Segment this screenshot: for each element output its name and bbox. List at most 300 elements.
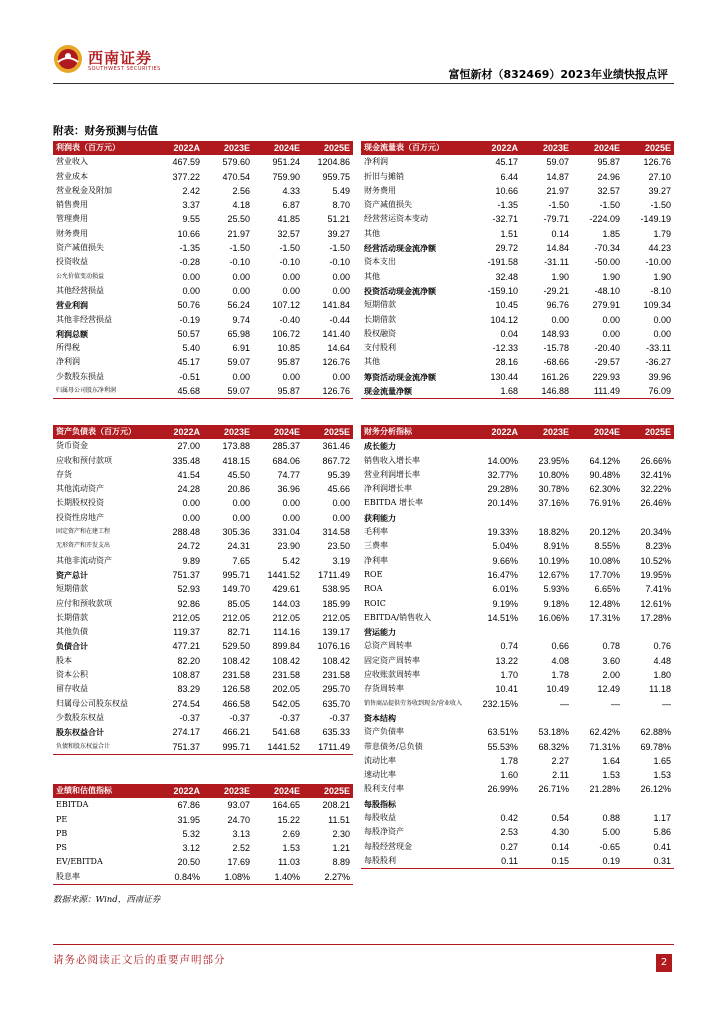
table-title-cell: 资产负债表（百万元） — [53, 425, 153, 439]
value-cell: 951.24 — [272, 157, 300, 168]
value-cell: — — [560, 698, 569, 709]
table-row — [361, 298, 674, 312]
column-header-cell: 2024E — [253, 784, 303, 798]
value-cell: 148.93 — [541, 328, 569, 339]
value-cell: 305.36 — [222, 527, 250, 538]
value-cell: 20.12% — [589, 527, 620, 538]
value-cell: 9.66% — [492, 555, 518, 566]
table-row — [361, 454, 674, 468]
value-cell: 288.48 — [172, 527, 200, 538]
value-cell: 5.04% — [492, 541, 518, 552]
row-label-cell: ROIC — [364, 598, 386, 608]
value-cell: 5.00 — [602, 827, 620, 838]
value-cell: 899.84 — [272, 641, 300, 652]
table-row — [361, 754, 674, 768]
report-title: 富恒新材（832469）2023年业绩快报点评 — [448, 68, 668, 81]
value-cell: 470.54 — [222, 171, 250, 182]
value-cell: 335.48 — [172, 455, 200, 466]
table-header-row — [53, 141, 353, 155]
value-cell: 0.00 — [182, 512, 200, 523]
table-row — [361, 170, 674, 184]
value-cell: -1.50 — [650, 200, 671, 211]
value-cell: 85.05 — [227, 598, 250, 609]
value-cell: 126.76 — [643, 157, 671, 168]
row-label-cell: 营业利润增长率 — [364, 469, 420, 479]
value-cell: 126.76 — [303, 384, 353, 399]
table-row — [53, 384, 353, 399]
value-cell: 229.93 — [592, 371, 620, 382]
table-row — [53, 855, 353, 869]
value-cell: 24.28 — [177, 484, 200, 495]
section-title: 附表：财务预测与估值 — [53, 125, 158, 137]
column-header-cell: 2023E — [203, 425, 253, 439]
row-label-cell: 销售商品提供劳务收到现金/营业收入 — [364, 699, 463, 707]
value-cell: 62.88% — [640, 727, 671, 738]
table-row — [53, 525, 353, 539]
value-cell: 1.78 — [551, 670, 569, 681]
row-label-cell: 财务费用 — [56, 228, 88, 238]
table-row — [361, 568, 674, 582]
value-cell: 9.74 — [232, 314, 250, 325]
table-row — [361, 198, 674, 212]
row-label-cell: 毛利率 — [364, 527, 388, 537]
value-cell: 14.51% — [487, 612, 518, 623]
value-cell: 30.78% — [538, 484, 569, 495]
value-cell: 59.07 — [546, 157, 569, 168]
value-cell: 0.88 — [602, 813, 620, 824]
table-row — [361, 840, 674, 854]
row-label-cell: 每股收益 — [364, 813, 396, 823]
table-row — [361, 525, 674, 539]
value-cell: 141.40 — [322, 328, 350, 339]
table-row — [361, 384, 674, 399]
column-header-cell: 2023E — [521, 425, 572, 439]
row-label-cell: 固定资产周转率 — [364, 655, 420, 665]
value-cell: 0.66 — [551, 641, 569, 652]
row-label-cell: 三费率 — [364, 541, 388, 551]
column-header-cell: 2022A — [153, 784, 203, 798]
value-cell: 6.91 — [232, 343, 250, 354]
value-cell: 37.16% — [538, 498, 569, 509]
value-cell: 0.54 — [551, 813, 569, 824]
value-cell: -15.78 — [543, 343, 569, 354]
value-cell: 149.70 — [222, 584, 250, 595]
value-cell: 16.06% — [538, 612, 569, 623]
row-label-cell: 其他流动资产 — [56, 484, 104, 494]
value-cell — [470, 797, 521, 811]
value-cell: 21.97 — [546, 185, 569, 196]
row-label-cell: 净利润增长率 — [364, 484, 412, 494]
value-cell — [470, 511, 521, 525]
value-cell: 2.52 — [232, 843, 250, 854]
value-cell: 1.80 — [653, 670, 671, 681]
value-cell: 130.44 — [490, 371, 518, 382]
table-row — [53, 554, 353, 568]
row-label-cell: 资本支出 — [364, 257, 396, 267]
value-cell: 8.70 — [332, 200, 350, 211]
table-row — [53, 654, 353, 668]
value-cell: 2.56 — [232, 185, 250, 196]
value-cell: 0.00 — [232, 271, 250, 282]
table-row — [53, 454, 353, 468]
value-cell: 32.41% — [640, 469, 671, 480]
logo-text: 西南证券 — [88, 49, 153, 67]
value-cell: 62.42% — [589, 727, 620, 738]
value-cell: 529.50 — [222, 641, 250, 652]
value-cell: 1204.86 — [317, 157, 350, 168]
value-cell: 202.05 — [272, 684, 300, 695]
value-cell: 108.42 — [322, 655, 350, 666]
row-label-cell: 净利润 — [56, 357, 80, 367]
table-row — [361, 711, 674, 725]
table-row — [361, 611, 674, 625]
value-cell: 10.52% — [640, 555, 671, 566]
row-label-cell: 股权融资 — [364, 328, 396, 338]
cashflow-statement-table — [361, 141, 674, 399]
value-cell: 23.90 — [277, 541, 300, 552]
table-row — [53, 184, 353, 198]
table-row — [361, 270, 674, 284]
value-cell — [623, 797, 674, 811]
value-cell: 0.00 — [232, 371, 250, 382]
value-cell: -1.50 — [548, 200, 569, 211]
value-cell: 23.50 — [327, 541, 350, 552]
table-row — [361, 725, 674, 739]
column-header-cell: 2025E — [623, 425, 674, 439]
value-cell: 14.64 — [327, 343, 350, 354]
value-cell — [521, 797, 572, 811]
value-cell: 45.68 — [153, 384, 203, 399]
value-cell: 1.65 — [653, 755, 671, 766]
value-cell: 2.42 — [182, 185, 200, 196]
value-cell: 0.00 — [332, 285, 350, 296]
row-label-cell: 资产负债率 — [364, 727, 404, 737]
value-cell: 0.00 — [232, 498, 250, 509]
value-cell: 1441.52 — [267, 569, 300, 580]
value-cell: 95.87 — [597, 157, 620, 168]
value-cell: 477.21 — [172, 641, 200, 652]
value-cell: 579.60 — [222, 157, 250, 168]
table-row — [361, 370, 674, 384]
value-cell: 41.54 — [177, 469, 200, 480]
column-header-cell: 2024E — [572, 425, 623, 439]
table-row — [361, 825, 674, 839]
value-cell: 0.00 — [332, 498, 350, 509]
value-cell: 466.21 — [222, 727, 250, 738]
value-cell: 119.37 — [173, 627, 200, 638]
value-cell: 26.71% — [538, 784, 569, 795]
table-row — [361, 212, 674, 226]
table-row — [53, 212, 353, 226]
value-cell: 0.78 — [602, 641, 620, 652]
value-cell: 759.90 — [272, 171, 300, 182]
column-header-cell: 2023E — [203, 141, 253, 155]
value-cell: 1076.16 — [317, 641, 350, 652]
value-cell: -1.50 — [599, 200, 620, 211]
value-cell: 126.58 — [222, 684, 250, 695]
value-cell: 146.88 — [521, 384, 572, 399]
value-cell — [572, 511, 623, 525]
value-cell: -0.10 — [279, 257, 300, 268]
row-label-cell: 负债和股东权益合计 — [53, 740, 153, 755]
table-row — [53, 370, 353, 384]
value-cell: 0.00 — [182, 285, 200, 296]
value-cell: -50.00 — [594, 257, 620, 268]
column-header-cell: 2022A — [153, 141, 203, 155]
row-label-cell: 投资活动现金流净额 — [364, 285, 436, 296]
value-cell: 20.34% — [640, 527, 671, 538]
data-source-note: 数据来源：Wind，西南证券 — [53, 895, 161, 905]
value-cell: 59.07 — [227, 357, 250, 368]
value-cell: -31.11 — [544, 257, 569, 268]
row-label-cell: 支付股利 — [364, 343, 396, 353]
row-label-cell: PS — [56, 843, 67, 853]
value-cell: 24.31 — [227, 541, 250, 552]
value-cell: 15.22 — [277, 814, 300, 825]
value-cell: 2.53 — [500, 827, 518, 838]
value-cell: -0.37 — [179, 712, 200, 723]
value-cell: 1.79 — [653, 228, 671, 239]
column-header-cell: 2023E — [203, 784, 253, 798]
value-cell: 2.27% — [303, 870, 353, 885]
logo-subtitle: SOUTHWEST SECURITIES — [88, 66, 161, 72]
value-cell: 867.72 — [322, 455, 350, 466]
value-cell: 361.46 — [322, 441, 350, 452]
value-cell: 23.95% — [538, 455, 569, 466]
table-row — [53, 198, 353, 212]
value-cell: 4.30 — [551, 827, 569, 838]
value-cell: 11.51 — [328, 814, 350, 825]
row-label-cell: 长期借款 — [364, 314, 396, 324]
row-label-cell: 每股经营现金 — [364, 841, 412, 851]
value-cell: 45.17 — [177, 357, 200, 368]
value-cell: 0.00 — [653, 328, 671, 339]
value-cell: 635.33 — [322, 727, 350, 738]
value-cell: 21.28% — [589, 784, 620, 795]
table-row — [53, 697, 353, 711]
value-cell: 1.53 — [602, 770, 620, 781]
value-cell: 95.39 — [327, 469, 350, 480]
row-label-cell: EBITDA/销售收入 — [364, 612, 432, 622]
table-row — [361, 496, 674, 510]
table-row — [53, 284, 353, 298]
table-row — [361, 355, 674, 369]
value-cell: -191.58 — [487, 257, 518, 268]
row-label-cell: 净利润 — [364, 157, 388, 167]
table-row — [361, 625, 674, 639]
row-label-cell: 其他负债 — [56, 627, 88, 637]
row-label-cell: 筹资活动现金流净额 — [364, 371, 436, 382]
value-cell: 1711.49 — [303, 740, 353, 755]
value-cell: 10.41 — [495, 684, 518, 695]
row-label-cell: 资本公积 — [56, 670, 88, 680]
row-label-cell: 固定资产和在建工程 — [56, 528, 111, 536]
value-cell: 164.65 — [272, 800, 300, 811]
balance-sheet-table — [53, 425, 353, 755]
value-cell: 104.12 — [490, 314, 518, 325]
value-cell: 0.15 — [521, 854, 572, 869]
value-cell: 39.27 — [327, 228, 350, 239]
value-cell: 995.71 — [222, 569, 250, 580]
value-cell: 32.22% — [640, 484, 671, 495]
row-label-cell: EBITDA 增长率 — [364, 498, 423, 508]
value-cell — [572, 625, 623, 639]
value-cell: -8.10 — [650, 285, 671, 296]
row-label-cell: 其他非经营损益 — [56, 314, 112, 324]
row-label-cell: 销售费用 — [56, 200, 88, 210]
table-row — [53, 725, 353, 739]
value-cell: 39.96 — [648, 371, 671, 382]
table-row — [361, 582, 674, 596]
table-row — [53, 298, 353, 312]
table-row — [361, 797, 674, 811]
value-cell: 9.55 — [182, 214, 200, 225]
value-cell: 29.72 — [495, 243, 518, 254]
table-row — [361, 184, 674, 198]
value-cell: 12.67% — [538, 569, 569, 580]
value-cell: 1.17 — [653, 813, 671, 824]
table-row — [361, 439, 674, 453]
value-cell: 1711.49 — [318, 569, 350, 580]
table-row — [361, 313, 674, 327]
row-label-cell: 其他 — [364, 357, 380, 367]
value-cell: 10.80% — [538, 469, 569, 480]
value-cell: -0.10 — [229, 257, 250, 268]
value-cell: 12.61% — [640, 598, 671, 609]
column-header-cell: 2025E — [303, 425, 353, 439]
row-label-cell: 少数股东损益 — [56, 371, 104, 381]
value-cell: -0.51 — [179, 371, 200, 382]
value-cell: 0.74 — [500, 641, 518, 652]
value-cell: -1.50 — [279, 243, 300, 254]
row-label-cell: 成长能力 — [364, 441, 396, 452]
value-cell: 0.00 — [282, 512, 300, 523]
row-label-cell: 资产减值损失 — [56, 243, 104, 253]
row-label-cell: 营业收入 — [56, 157, 88, 167]
value-cell — [521, 711, 572, 725]
table-row — [53, 355, 353, 369]
table-row — [53, 327, 353, 341]
table-header-row — [361, 425, 674, 439]
value-cell: -0.19 — [179, 314, 200, 325]
value-cell: 9.19% — [492, 598, 518, 609]
row-label-cell: 所得税 — [56, 343, 80, 353]
value-cell: 114.16 — [273, 627, 300, 638]
row-label-cell: 少数股东权益 — [56, 712, 104, 722]
column-header-cell: 2025E — [303, 784, 353, 798]
value-cell: 0.00 — [182, 498, 200, 509]
value-cell: 10.19% — [538, 555, 569, 566]
value-cell: 212.05 — [322, 612, 350, 623]
value-cell: 7.65 — [232, 555, 250, 566]
value-cell: 82.71 — [227, 627, 250, 638]
row-label-cell: 归属母公司股东权益 — [56, 698, 128, 708]
value-cell: 8.91% — [543, 541, 569, 552]
value-cell: 3.19 — [332, 555, 350, 566]
value-cell: 10.66 — [177, 228, 200, 239]
value-cell: 12.49 — [597, 684, 620, 695]
value-cell: 8.89 — [332, 857, 350, 868]
table-row — [53, 468, 353, 482]
value-cell: 0.00 — [653, 314, 671, 325]
value-cell: 3.60 — [602, 655, 620, 666]
value-cell: 50.57 — [177, 328, 200, 339]
row-label-cell: 净利率 — [364, 555, 388, 565]
value-cell: 4.18 — [232, 200, 250, 211]
value-cell: -0.40 — [279, 314, 300, 325]
value-cell: 65.98 — [227, 328, 250, 339]
row-label-cell: 带息债务/总负债 — [364, 741, 423, 751]
value-cell: 542.05 — [272, 698, 300, 709]
value-cell: 32.77% — [487, 469, 518, 480]
value-cell: 93.07 — [227, 800, 250, 811]
value-cell: 1.53 — [282, 843, 300, 854]
value-cell: 0.00 — [282, 371, 300, 382]
row-label-cell: 资本结构 — [364, 712, 396, 723]
value-cell: 377.22 — [172, 171, 200, 182]
table-row — [53, 740, 353, 755]
footer-divider — [53, 944, 674, 945]
table-row — [361, 155, 674, 169]
row-label-cell: EBITDA — [56, 800, 89, 810]
table-row — [53, 241, 353, 255]
value-cell: 68.32% — [538, 741, 569, 752]
table-row — [53, 255, 353, 269]
table-title-cell: 利润表（百万元） — [53, 141, 153, 155]
value-cell: 17.31% — [589, 612, 620, 623]
value-cell — [623, 439, 674, 453]
value-cell: 71.31% — [589, 741, 620, 752]
value-cell: -0.65 — [599, 841, 620, 852]
row-label-cell: 股本 — [56, 655, 72, 665]
value-cell: -0.37 — [229, 712, 250, 723]
value-cell: 32.57 — [277, 228, 300, 239]
value-cell: 5.40 — [182, 343, 200, 354]
value-cell — [521, 439, 572, 453]
column-header-cell: 2022A — [153, 425, 203, 439]
value-cell: 52.93 — [177, 584, 200, 595]
value-cell: 231.58 — [222, 670, 250, 681]
value-cell: 55.53% — [487, 741, 518, 752]
row-label-cell: 管理费用 — [56, 214, 88, 224]
table-row — [361, 782, 674, 796]
row-label-cell: 利润总额 — [56, 328, 88, 339]
value-cell: 27.00 — [177, 441, 200, 452]
table-row — [361, 768, 674, 782]
value-cell: 45.50 — [227, 469, 250, 480]
row-label-cell: 总资产周转率 — [364, 641, 412, 651]
row-label-cell: 营业利润 — [56, 300, 88, 311]
row-label-cell: 经营活动现金流净额 — [364, 243, 436, 254]
valuation-table — [53, 784, 353, 885]
value-cell: 106.72 — [272, 328, 300, 339]
value-cell: 1.21 — [332, 843, 350, 854]
row-label-cell: 资产减值损失 — [364, 200, 412, 210]
value-cell: 17.70% — [589, 569, 620, 580]
value-cell: 32.57 — [597, 185, 620, 196]
table-row — [53, 639, 353, 653]
table-row — [361, 697, 674, 711]
row-label-cell: 应付和预收款项 — [56, 598, 112, 608]
row-label-cell: 流动比率 — [364, 755, 396, 765]
value-cell: — — [662, 698, 671, 709]
value-cell: 0.00 — [551, 314, 569, 325]
value-cell: 6.01% — [492, 584, 518, 595]
table-row — [361, 740, 674, 754]
row-label-cell: 应收账款周转率 — [364, 670, 420, 680]
value-cell: 1.90 — [602, 271, 620, 282]
table-row — [53, 668, 353, 682]
